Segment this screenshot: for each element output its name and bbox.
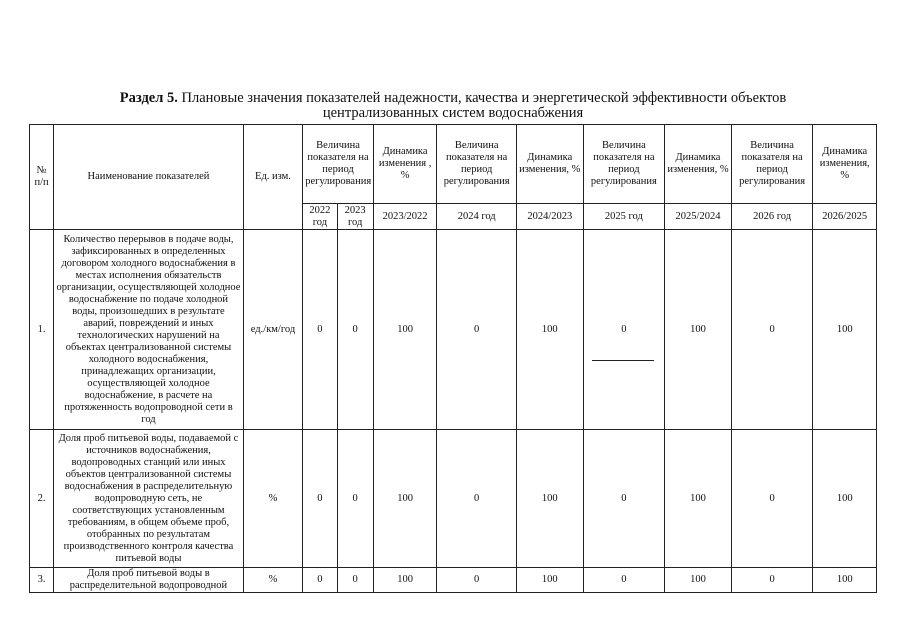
value-2026: 0 [731, 568, 813, 593]
header-period-2025: Величина показателя на период регулирования [583, 125, 665, 204]
row-number: 3. [30, 568, 54, 593]
table-row [30, 430, 877, 568]
value-2025: 0 [583, 230, 665, 430]
header-period-2024: Величина показателя на период регулирования [437, 125, 517, 204]
dynamics-2024: 100 [517, 430, 584, 568]
year-2023: 2023 год [337, 204, 373, 230]
dynamics-2025: 100 [665, 230, 732, 430]
year-2026: 2026 год [731, 204, 813, 230]
header-row [30, 125, 877, 204]
header-dynamics-1: Динамика изменения , % [373, 125, 437, 204]
value-2023: 0 [337, 230, 373, 430]
header-dynamics-3: Динамика изменения, % [665, 125, 732, 204]
value-2024: 0 [437, 568, 517, 593]
value-2022: 0 [303, 230, 337, 430]
header-period: Величина показателя на период регулирования [303, 125, 374, 204]
value-2023: 0 [337, 430, 373, 568]
value-2025: 0 [583, 430, 665, 568]
dynamics-2023: 100 [373, 568, 437, 593]
value-2026: 0 [731, 230, 813, 430]
value-2024: 0 [437, 430, 517, 568]
row-name: Доля проб питьевой воды в распределительной водопроводной [54, 568, 244, 593]
dynamics-2024: 100 [517, 568, 584, 593]
dyn-2024-2023: 2024/2023 [517, 204, 584, 230]
dyn-2025-2024: 2025/2024 [665, 204, 732, 230]
underline-mark [592, 360, 654, 361]
row-unit: % [243, 430, 302, 568]
header-period-2026: Величина показателя на период регулирования [731, 125, 813, 204]
value-2023: 0 [337, 568, 373, 593]
row-unit: ед./км/год [243, 230, 302, 430]
dynamics-2024: 100 [517, 230, 584, 430]
year-2025: 2025 год [583, 204, 665, 230]
dynamics-2023: 100 [373, 430, 437, 568]
year-2024: 2024 год [437, 204, 517, 230]
header-dynamics-2: Динамика изменения, % [517, 125, 584, 204]
dynamics-2026: 100 [813, 430, 877, 568]
year-2022: 2022 год [303, 204, 337, 230]
section-title-text: Плановые значения показателей надежности, качества и энергетической эффективности объектов [181, 90, 787, 106]
row-unit: % [243, 568, 302, 593]
table-row [30, 568, 877, 593]
section-number: Раздел 5. [119, 90, 178, 106]
section-title-line-1 [28, 91, 878, 106]
header-num: № п/п [30, 125, 54, 230]
section-title-line-2: централизованных систем водоснабжения [322, 105, 584, 121]
dynamics-2026: 100 [813, 230, 877, 430]
indicators-table [29, 124, 877, 593]
header-name: Наименование показателей [54, 125, 244, 230]
dynamics-2025: 100 [665, 568, 732, 593]
value-2022: 0 [303, 568, 337, 593]
row-number: 1. [30, 230, 54, 430]
value-2025: 0 [583, 568, 665, 593]
row-number: 2. [30, 430, 54, 568]
value-2024: 0 [437, 230, 517, 430]
dynamics-2023: 100 [373, 230, 437, 430]
table-row [30, 230, 877, 430]
dynamics-2026: 100 [813, 568, 877, 593]
dyn-2023-2022: 2023/2022 [373, 204, 437, 230]
value-2022: 0 [303, 430, 337, 568]
header-dynamics-4: Динамика изменения, % [813, 125, 877, 204]
dynamics-2025: 100 [665, 430, 732, 568]
value-2026: 0 [731, 430, 813, 568]
row-name: Доля проб питьевой воды, подаваемой с источников водоснабжения, водопроводных станций или иных объектов централизованной системы водоснабжения в распределительную водопроводную сеть, не соответствующих установленным требованиям, в общем объеме проб, отобранных по результатам производственного контроля качества питьевой воды [54, 430, 244, 568]
header-unit: Ед. изм. [243, 125, 302, 230]
dyn-2026-2025: 2026/2025 [813, 204, 877, 230]
row-name: Количество перерывов в подаче воды, зафиксированных в определенных договором холодного водоснабжения в местах исполнения обязательств организации, осуществляющей холодное водоснабжение по подаче холодной воды, произошедших в результате аварий, повреждений и иных технологических нарушений на объектах централизованной системы холодного водоснабжения, принадлежащих организации, осуществляющей холодное водоснабжение, в расчете на протяженность водопроводной сети в год [54, 230, 244, 430]
section-title [28, 91, 878, 121]
